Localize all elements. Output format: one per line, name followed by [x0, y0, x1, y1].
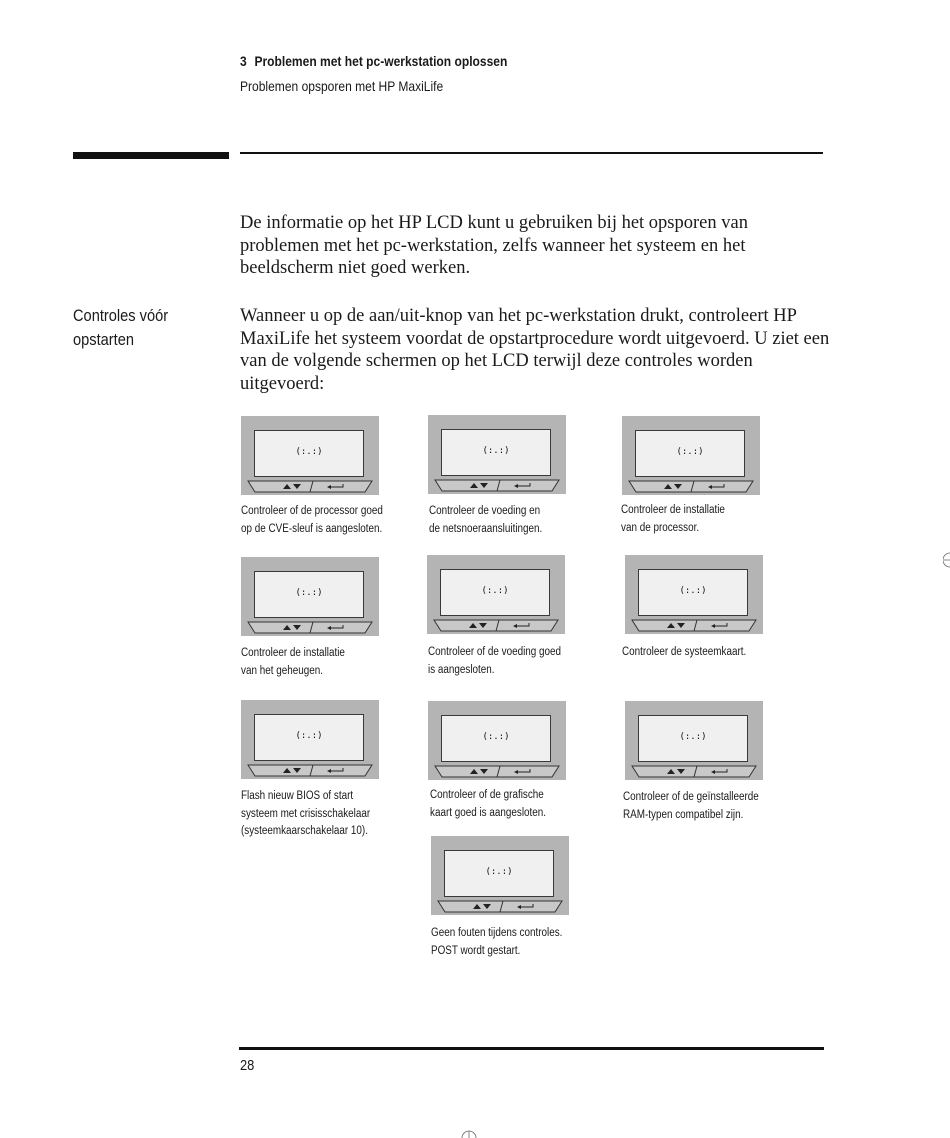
lcd-button-bar [247, 621, 373, 634]
lcd-caption-line: de netsnoeraansluitingen. [429, 522, 543, 535]
header-rule-thin [240, 152, 823, 154]
lcd-status-glyph: (:.:) [679, 586, 707, 596]
lcd-screen-illustration [428, 415, 566, 494]
lcd-display [638, 715, 748, 762]
lcd-button-bar [434, 765, 560, 778]
lcd-display [638, 569, 748, 616]
header-rule-thick [73, 152, 229, 159]
chapter-number: 3 [240, 53, 247, 69]
lcd-button-bar [631, 619, 757, 632]
lcd-caption-line: Controleer de installatie [241, 647, 345, 659]
chapter-header [240, 53, 507, 69]
lcd-status-glyph: (:.:) [295, 447, 323, 457]
intro-paragraph: De informatie op het HP LCD kunt u gebruiken bij het opsporen van problemen met het pc-werkstation, zelfs wanneer het systeem en het beeldscherm niet goed werken. [240, 213, 748, 278]
lcd-caption-line: POST wordt gestart. [431, 944, 521, 957]
lcd-screen-illustration [622, 416, 760, 495]
section-title: Problemen opsporen met HP MaxiLife [240, 78, 444, 94]
lcd-button-bar [631, 765, 757, 778]
body-paragraph: Wanneer u op de aan/uit-knop van het pc-werkstation drukt, controleert HP MaxiLife het systeem voordat de opstartprocedure wordt uitgevoerd. U ziet een van de volgende schermen op het LCD terwijl deze controles worden uitgevoerd: [240, 306, 830, 394]
lcd-button-bar [437, 900, 563, 913]
lcd-screen-illustration [241, 557, 379, 636]
lcd-status-glyph: (:.:) [485, 867, 513, 877]
lcd-screen-illustration [241, 416, 379, 495]
lcd-display [441, 429, 551, 476]
sidebar-heading [73, 304, 168, 352]
lcd-caption [621, 502, 725, 537]
sidebar-heading-line: Controles vóór [73, 306, 169, 325]
lcd-button-bar [628, 480, 754, 493]
lcd-status-glyph: (:.:) [482, 446, 510, 456]
lcd-caption-line: Controleer de voeding en [429, 505, 541, 517]
lcd-caption-line: kaart goed is aangesloten. [430, 806, 547, 819]
lcd-button-bar [433, 619, 559, 632]
lcd-caption [241, 503, 383, 538]
lcd-caption-line: Controleer of de grafische [430, 789, 544, 801]
lcd-caption-line: Controleer of de voeding goed [428, 646, 562, 658]
lcd-display [254, 571, 364, 618]
lcd-display [444, 850, 554, 897]
lcd-screen-illustration [625, 701, 763, 780]
page-number: 28 [240, 1057, 255, 1074]
lcd-screen-illustration [427, 555, 565, 634]
lcd-caption [623, 789, 759, 824]
lcd-caption-line: op de CVE-sleuf is aangesloten. [241, 522, 383, 535]
lcd-caption-line: Geen fouten tijdens controles. [431, 927, 563, 939]
lcd-caption [429, 503, 542, 538]
lcd-caption-line: Controleer of de processor goed [241, 505, 383, 517]
lcd-caption [622, 644, 746, 662]
lcd-display [635, 430, 745, 477]
sidebar-heading-line: opstarten [73, 330, 134, 349]
lcd-status-glyph: (:.:) [679, 732, 707, 742]
lcd-caption-line: Controleer of de geïnstalleerde [623, 791, 759, 803]
lcd-caption-line: is aangesloten. [428, 663, 495, 676]
lcd-caption-line: (systeemkaarschakelaar 10). [241, 825, 368, 837]
lcd-caption [241, 645, 345, 680]
lcd-display [254, 714, 364, 761]
lcd-button-bar [247, 480, 373, 493]
lcd-caption [241, 788, 370, 841]
lcd-status-glyph: (:.:) [482, 732, 510, 742]
lcd-screen-illustration [431, 836, 569, 915]
chapter-title: Problemen met het pc-werkstation oplossen [254, 53, 508, 69]
lcd-caption-line: Controleer de systeemkaart. [622, 646, 747, 658]
lcd-caption-line: van de processor. [621, 521, 700, 534]
lcd-display [441, 715, 551, 762]
lcd-caption-line: van het geheugen. [241, 664, 323, 677]
registration-mark-icon [457, 1130, 481, 1138]
lcd-status-glyph: (:.:) [295, 731, 323, 741]
lcd-screen-illustration [625, 555, 763, 634]
lcd-caption-line: Controleer de installatie [621, 504, 725, 516]
lcd-caption [428, 644, 561, 679]
lcd-status-glyph: (:.:) [676, 447, 704, 457]
lcd-status-glyph: (:.:) [295, 588, 323, 598]
registration-mark-icon [943, 552, 950, 568]
lcd-caption [430, 787, 546, 822]
footer-rule [239, 1047, 824, 1050]
lcd-caption-line: Flash nieuw BIOS of start [241, 790, 354, 802]
lcd-button-bar [434, 479, 560, 492]
lcd-button-bar [247, 764, 373, 777]
lcd-status-glyph: (:.:) [481, 586, 509, 596]
lcd-screen-illustration [241, 700, 379, 779]
lcd-caption [431, 925, 562, 960]
lcd-caption-line: systeem met crisisschakelaar [241, 807, 371, 820]
lcd-screen-illustration [428, 701, 566, 780]
lcd-caption-line: RAM-typen compatibel zijn. [623, 808, 744, 821]
lcd-display [254, 430, 364, 477]
lcd-display [440, 569, 550, 616]
